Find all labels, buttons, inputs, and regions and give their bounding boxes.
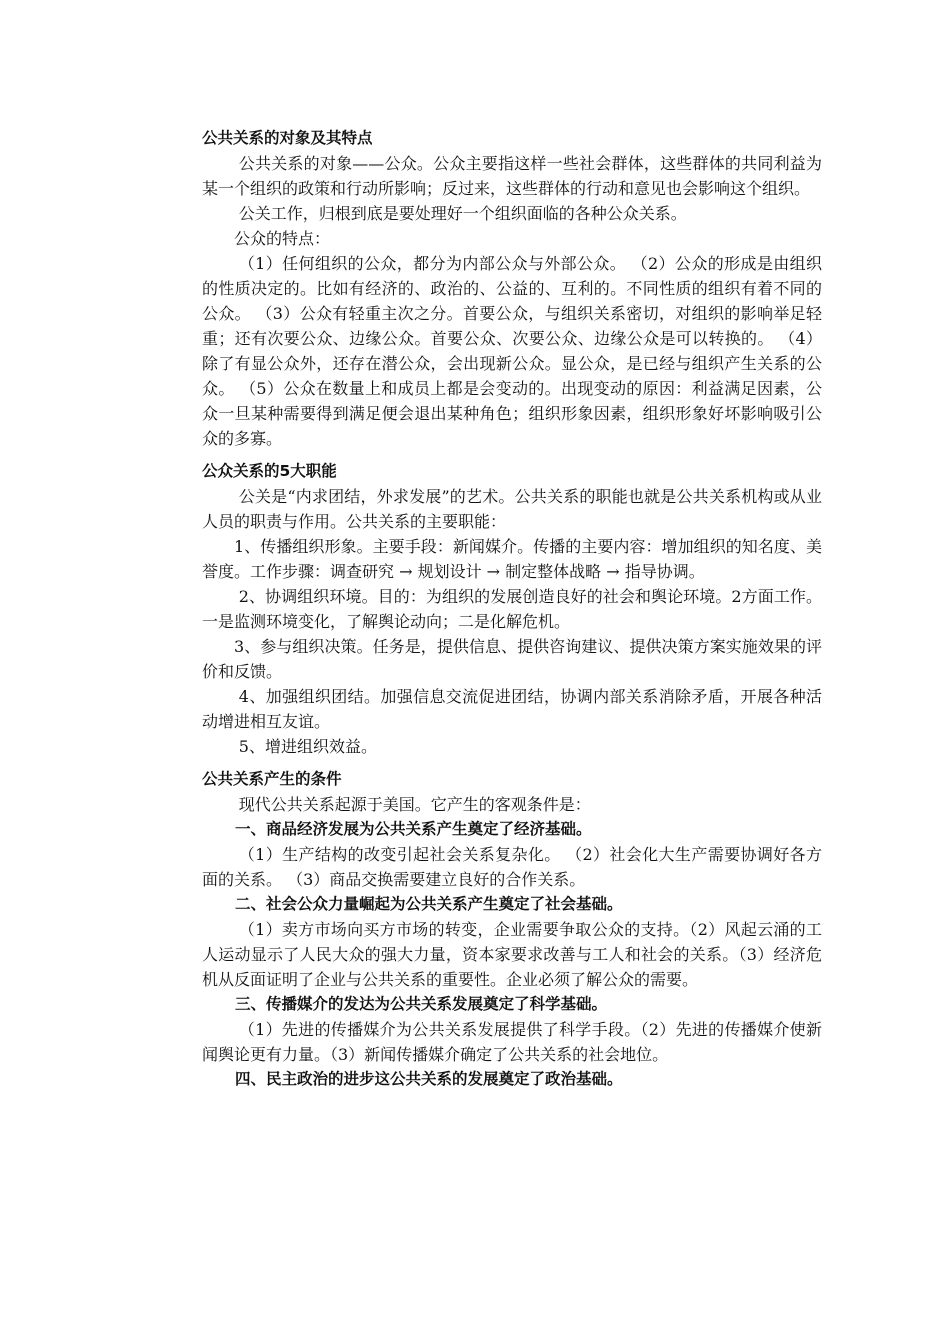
section-title: 公共关系产生的条件	[202, 770, 342, 788]
paragraph: （1）生产结构的改变引起社会关系复杂化。 （2）社会化大生产需要协调好各方面的关系。 （3）商品交换需要建立良好的合作关系。	[202, 845, 822, 889]
list-item: 3、参与组织决策。任务是，提供信息、提供咨询建议、提供决策方案实施效果的评价和反馈。	[202, 637, 822, 681]
section-title: 公共关系的对象及其特点	[202, 129, 373, 147]
section-title: 公众关系的5大职能	[202, 462, 337, 480]
paragraph: 现代公共关系起源于美国。它产生的客观条件是：	[238, 795, 591, 814]
subsection-heading: 一、商品经济发展为公共关系产生奠定了经济基础。	[235, 820, 592, 838]
subsection-heading: 四、民主政治的进步这公共关系的发展奠定了政治基础。	[235, 1070, 623, 1088]
document-page	[202, 126, 822, 1092]
paragraph: 公关是“内求团结，外求发展”的艺术。公共关系的职能也就是公共关系机构或从业人员的职责与作用。公共关系的主要职能：	[202, 487, 822, 531]
paragraph: （1）卖方市场向买方市场的转变，企业需要争取公众的支持。（2）风起云涌的工人运动显示了人民大众的强大力量，资本家要求改善与工人和社会的关系。（3）经济危机从反面证明了企业与公共关系的重要性。企业必须了解公众的需要。	[202, 920, 822, 989]
paragraph: 公共关系的对象——公众。公众主要指这样一些社会群体，这些群体的共同利益为某一个组织的政策和行动所影响；反过来，这些群体的行动和意见也会影响这个组织。	[202, 154, 822, 198]
list-item: 1、传播组织形象。主要手段：新闻媒介。传播的主要内容：增加组织的知名度、美誉度。工作步骤：调查研究 → 规划设计 → 制定整体战略 → 指导协调。	[202, 537, 822, 581]
paragraph: （1）任何组织的公众，都分为内部公众与外部公众。 （2）公众的形成是由组织的性质决定的。比如有经济的、政治的、公益的、互利的。不同性质的组织有着不同的公众。 （3）公众有轻重主次之分。首要公众，与组织关系密切，对组织的影响举足轻重；还有次要公众、边缘公众。首要公众、次要公众、边缘公众是可以转换的。 （4）除了有显公众外，还存在潜公众，会出现新公众。显公众，是已经与组织产生关系的公众。 （5）公众在数量上和成员上都是会变动的。出现变动的原因：利益满足因素，公众一旦某种需要得到满足便会退出某种角色；组织形象因素，组织形象好坏影响吸引公众的多寡。	[202, 254, 822, 448]
paragraph: 公众的特点：	[234, 229, 331, 248]
paragraph: （1）先进的传播媒介为公共关系发展提供了科学手段。（2）先进的传播媒介使新闻舆论更有力量。（3）新闻传播媒介确定了公共关系的社会地位。	[202, 1020, 822, 1064]
list-item: 2、协调组织环境。目的：为组织的发展创造良好的社会和舆论环境。2方面工作。一是监测环境变化，了解舆论动向；二是化解危机。	[202, 587, 822, 631]
subsection-heading: 二、社会公众力量崛起为公共关系产生奠定了社会基础。	[235, 895, 623, 913]
paragraph: 公关工作，归根到底是要处理好一个组织面临的各种公众关系。	[238, 204, 687, 223]
list-item: 4、加强组织团结。加强信息交流促进团结，协调内部关系消除矛盾，开展各种活动增进相互友谊。	[202, 687, 822, 731]
list-item: 5、增进组织效益。	[238, 737, 377, 756]
subsection-heading: 三、传播媒介的发达为公共关系发展奠定了科学基础。	[235, 995, 608, 1013]
